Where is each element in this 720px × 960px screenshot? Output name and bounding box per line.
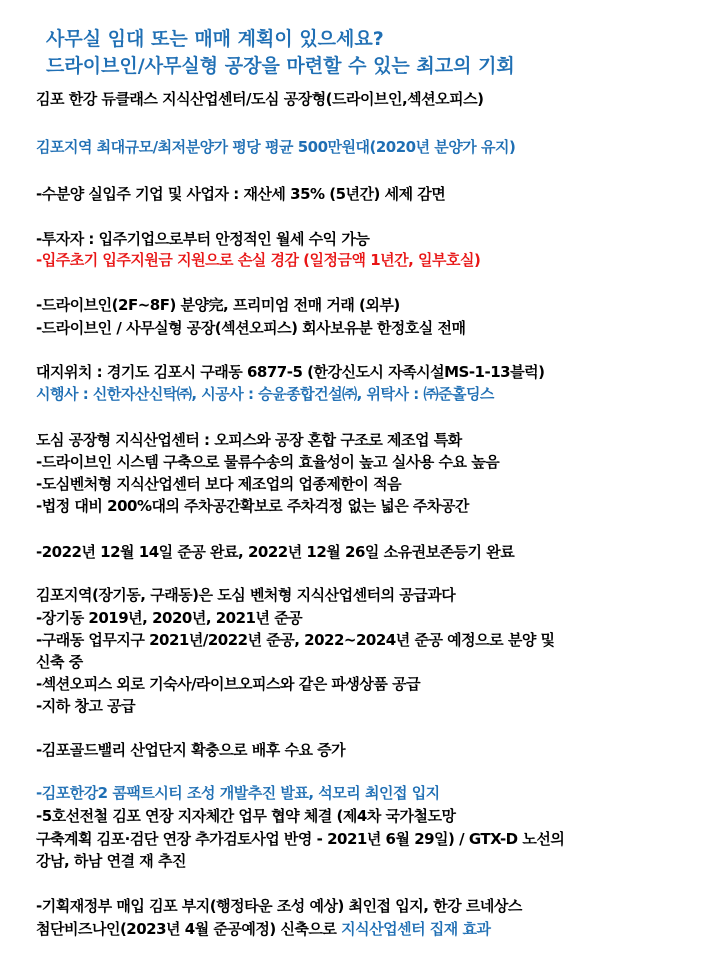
- gold-valley: -김포골드밸리 산업단지 확충으로 배후 수요 증가: [36, 741, 346, 759]
- support-benefit: -입주초기 입주지원금 지원으로 손실 경감 (일정금액 1년간, 일부호실): [36, 251, 481, 269]
- headline-question: 사무실 임대 또는 매매 계획이 있으세요?: [46, 28, 384, 50]
- developer-info: 시행사 : 신한자산신탁㈜, 시공사 : 승윤종합건설㈜, 위탁사 : ㈜준홀딩스: [36, 385, 494, 403]
- price-highlight: 김포지역 최대규모/최저분양가 평당 평균 500만원대(2020년 분양가 유지): [36, 138, 516, 156]
- supply-jangi: -장기동 2019년, 2020년, 2021년 준공: [36, 609, 303, 627]
- headline-opportunity: 드라이브인/사무실형 공장을 마련할 수 있는 최고의 기회: [46, 55, 515, 77]
- project-title: 김포 한강 듀클래스 지식산업센터/도심 공장형(드라이브인,섹션오피스): [36, 90, 484, 108]
- compact-city: -김포한강2 콤팩트시티 조성 개발추진 발표, 석모리 최인접 입지: [36, 784, 440, 802]
- supply-gurae: -구래동 업무지구 2021년/2022년 준공, 2022~2024년 준공 예정으로 분양 및: [36, 631, 555, 649]
- subway-line5-cont: 구축계획 김포·검단 연장 추가검토사업 반영 - 2021년 6월 29일) / GTX-D 노선의: [36, 830, 565, 848]
- subway-line5-cont2: 강남, 하남 연결 재 추진: [36, 852, 186, 870]
- feature-item: -법정 대비 200%대의 주차공간확보로 주차걱정 없는 넓은 주차공간: [36, 497, 469, 515]
- cluster-effect: 지식산업센터 집재 효과: [341, 920, 491, 938]
- completion-status: -2022년 12월 14일 준공 완료, 2022년 12월 26일 소유권보존등기 완료: [36, 543, 515, 561]
- feature-item: -드라이브인 시스템 구축으로 물류수송의 효율성이 높고 실사용 수요 높음: [36, 453, 500, 471]
- feature-item: 도심 공장형 지식산업센터 : 오피스와 공장 혼합 구조로 제조업 특화: [36, 431, 462, 449]
- site-address: 대지위치 : 경기도 김포시 구래동 6877-5 (한강신도시 자족시설MS-1-13블럭): [36, 363, 545, 381]
- supply-gurae-cont: 신축 중: [36, 653, 83, 671]
- sales-office-factory: -드라이브인 / 사무실형 공장(섹션오피스) 회사보유분 한정호실 전매: [36, 319, 466, 337]
- tax-benefit: -수분양 실입주 기업 및 사업자 : 재산세 35% (5년간) 세제 감면: [36, 185, 446, 203]
- renaissance-text: 첨단비즈나인(2023년 4월 준공예정) 신축으로: [36, 920, 342, 938]
- supply-warehouse: -지하 창고 공급: [36, 697, 136, 715]
- supply-derivative: -섹션오피스 외로 기숙사/라이브오피스와 같은 파생상품 공급: [36, 675, 421, 693]
- supply-intro: 김포지역(장기동, 구래동)은 도심 벤처형 지식산업센터의 공급과다: [36, 586, 456, 604]
- subway-line5: -5호선전철 김포 연장 지자체간 업무 협약 체결 (제4차 국가철도망: [36, 807, 456, 825]
- government-site: -기획재정부 매입 김포 부지(행정타운 조성 예상) 최인접 입지, 한강 르네상스: [36, 897, 522, 915]
- sales-drive-in: -드라이브인(2F~8F) 분양完, 프리미엄 전매 거래 (외부): [36, 296, 400, 314]
- feature-item: -도심벤처형 지식산업센터 보다 제조업의 업종제한이 적음: [36, 475, 402, 493]
- renaissance-line: [36, 918, 491, 939]
- investor-benefit: -투자자 : 입주기업으로부터 안정적인 월세 수익 가능: [36, 230, 370, 248]
